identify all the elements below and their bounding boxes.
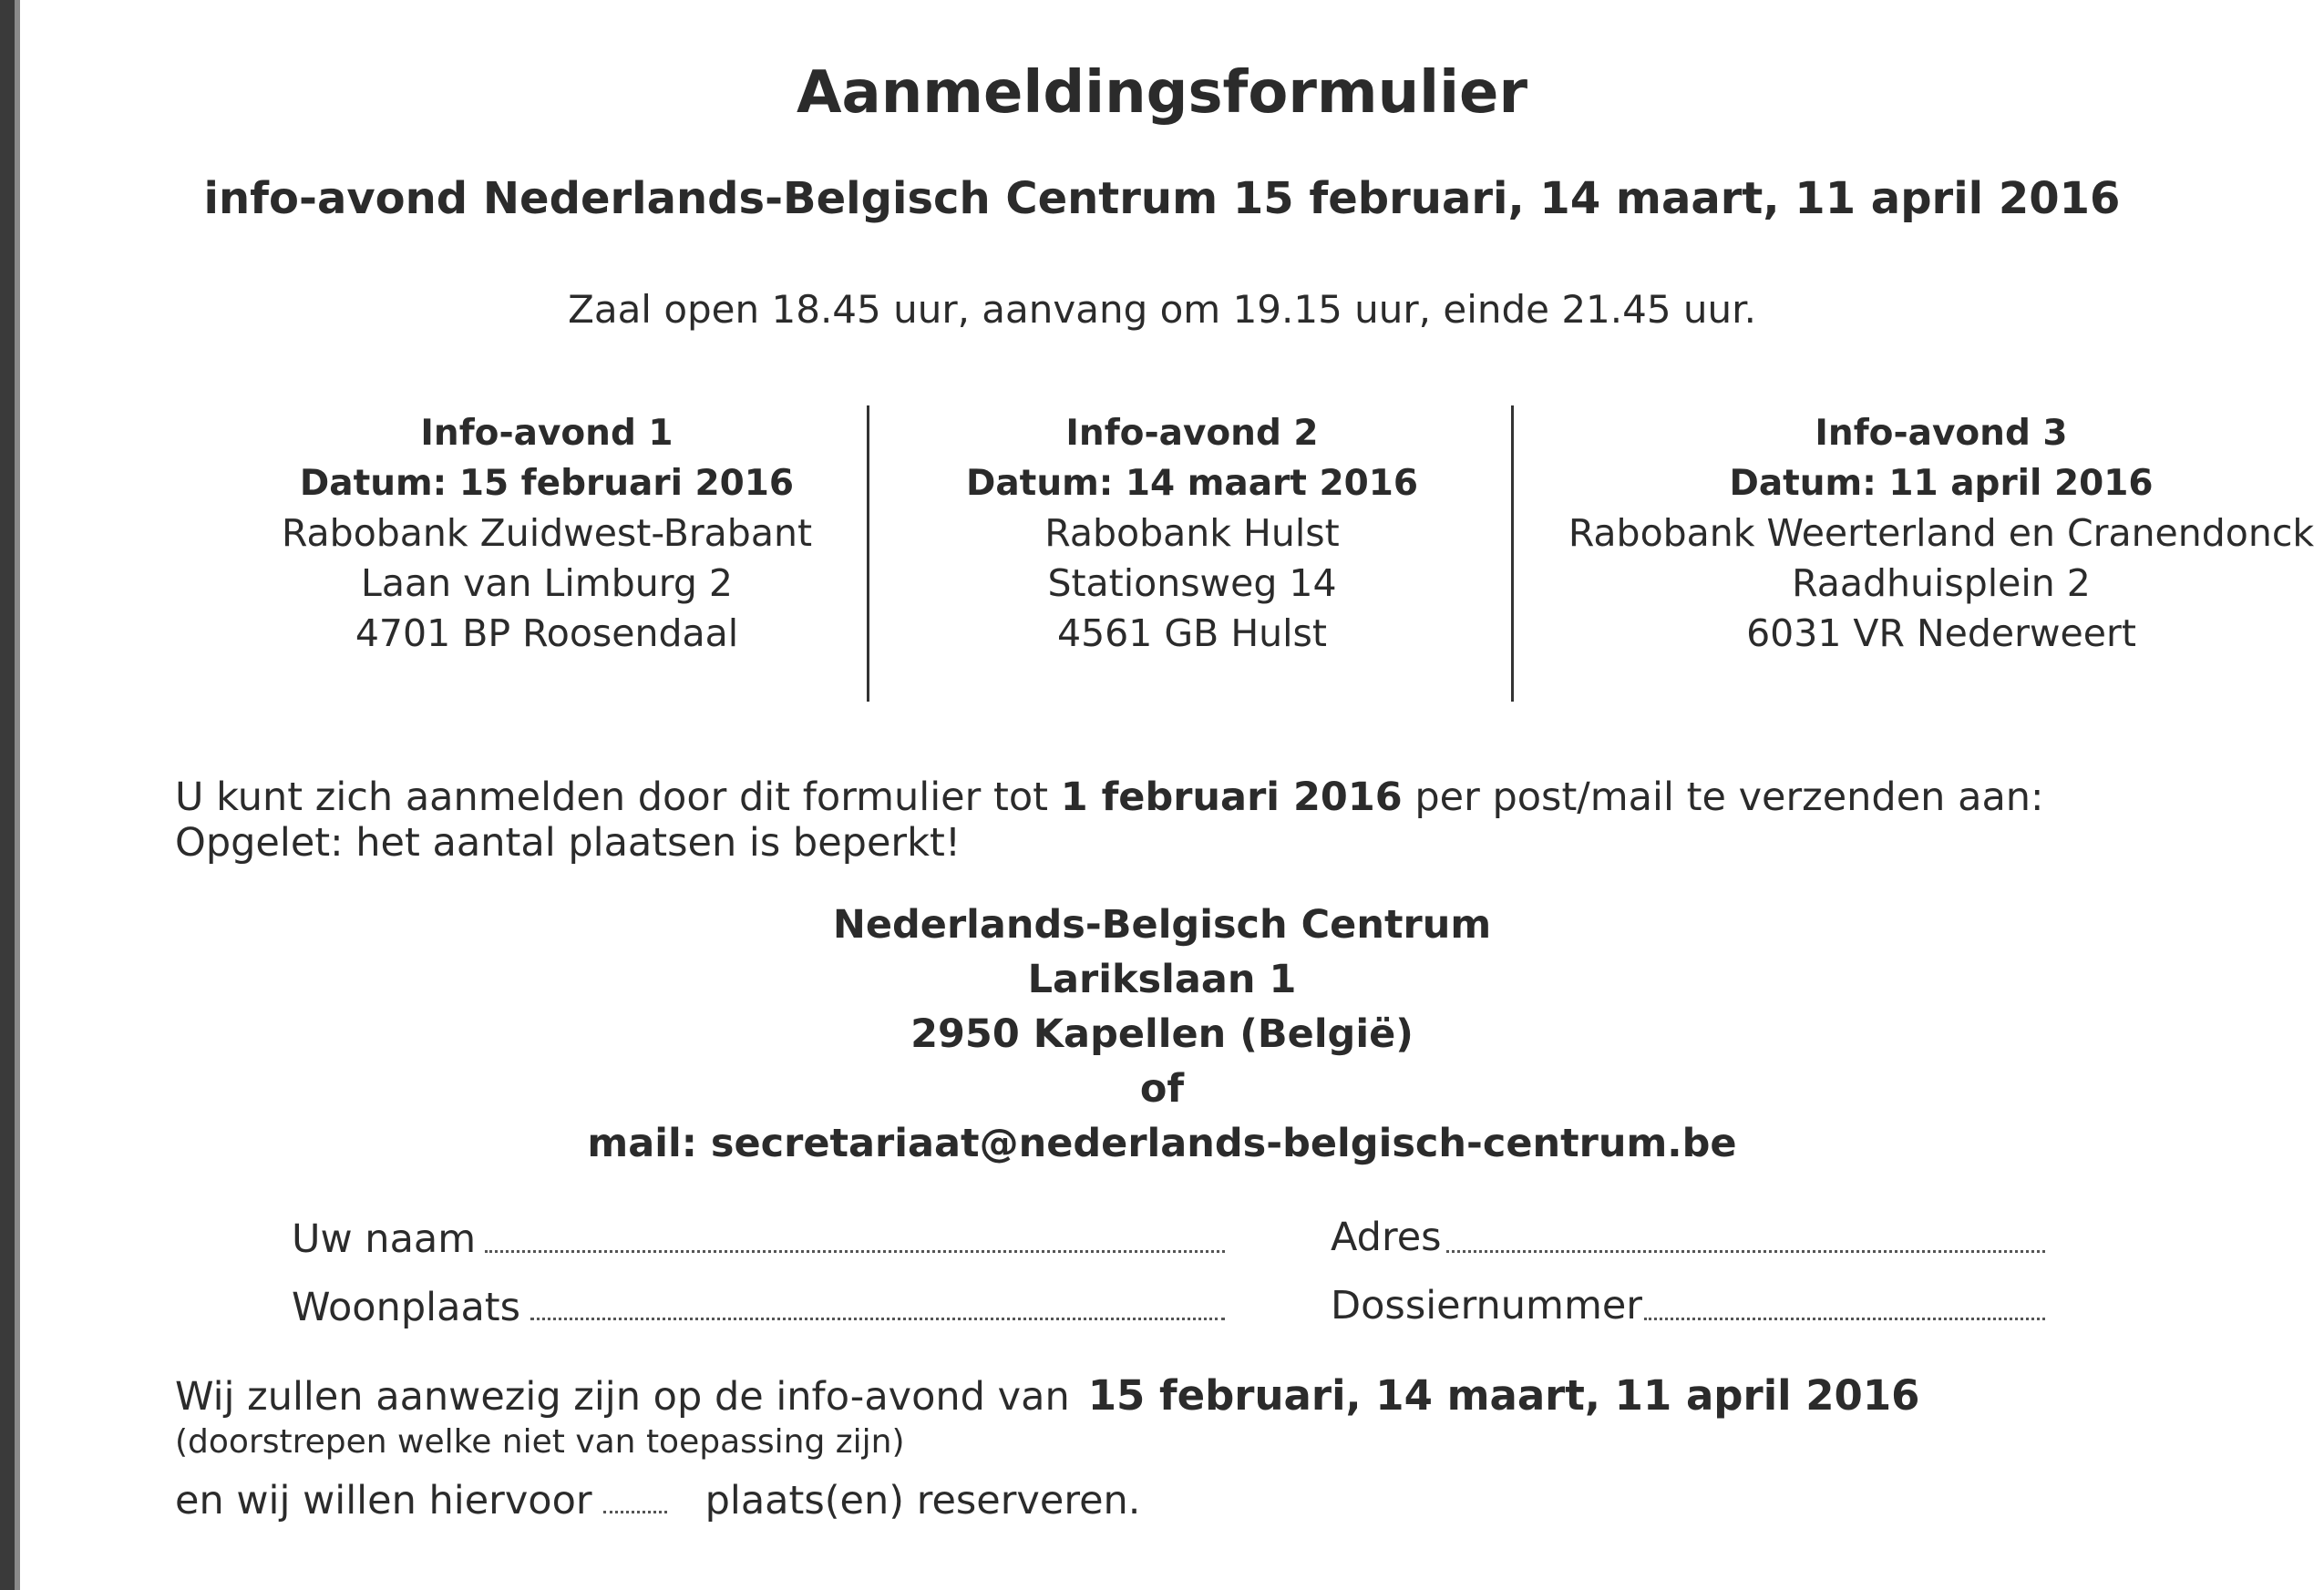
address-org: Nederlands-Belgisch Centrum — [832, 902, 1492, 948]
address-field-label: Adres — [1331, 1215, 1442, 1260]
residence-field[interactable] — [530, 1318, 1225, 1320]
name-field-label: Uw naam — [292, 1216, 477, 1262]
address-mail: mail: secretariaat@nederlands-belgisch-centrum.be — [587, 1121, 1737, 1166]
mailing-address — [0, 898, 2324, 1171]
address-city: 2950 Kapellen (België) — [910, 1011, 1414, 1057]
session-name: Info-avond 1 — [420, 413, 674, 454]
reservation-suffix: plaats(en) reserveren. — [704, 1478, 1141, 1523]
page-edge-shadow — [15, 0, 20, 1590]
session-city: 6031 VR Nederweert — [1746, 611, 2136, 655]
session-location: Rabobank Zuidwest-Brabant — [281, 511, 813, 555]
attendance-line — [175, 1371, 1919, 1420]
address-street: Larikslaan 1 — [1027, 957, 1297, 1002]
signup-before: U kunt zich aanmelden door dit formulier tot — [175, 774, 1061, 820]
session-date: Datum: 11 april 2016 — [1729, 463, 2154, 504]
address-field[interactable] — [1446, 1250, 2045, 1253]
opening-hours: Zaal open 18.45 uur, aanvang om 19.15 uur, einde 21.45 uur. — [568, 287, 1756, 332]
session-city: 4561 GB Hulst — [1057, 611, 1327, 655]
session-location: Rabobank Weerterland en Cranendonck — [1568, 511, 2315, 555]
attendance-text: Wij zullen aanwezig zijn op de info-avond van — [175, 1374, 1070, 1420]
strike-through-note: (doorstrepen welke niet van toepassing zijn) — [175, 1423, 905, 1461]
reservation-text: en wij willen hiervoor — [175, 1478, 592, 1523]
session-name: Info-avond 2 — [1065, 413, 1319, 454]
name-field[interactable] — [485, 1250, 1225, 1253]
session-location: Rabobank Hulst — [1044, 511, 1340, 555]
session-name: Info-avond 3 — [1815, 413, 2068, 454]
signup-note: Opgelet: het aantal plaatsen is beperkt! — [175, 820, 961, 866]
session-column-2 — [828, 408, 1557, 659]
seats-field[interactable] — [603, 1502, 667, 1513]
reservation-line — [175, 1478, 1140, 1523]
session-date: Datum: 15 februari 2016 — [299, 463, 795, 504]
page-edge-dark — [0, 0, 15, 1590]
file-number-field[interactable] — [1644, 1318, 2045, 1320]
signup-deadline: 1 februari 2016 — [1060, 774, 1403, 820]
residence-field-label: Woonplaats — [292, 1285, 521, 1330]
session-street: Stationsweg 14 — [1047, 561, 1337, 605]
column-divider — [1511, 405, 1514, 702]
session-street: Raadhuisplein 2 — [1792, 561, 2091, 605]
page-title: Aanmeldingsformulier — [797, 59, 1527, 127]
signup-line — [175, 774, 2044, 820]
address-or: of — [1139, 1066, 1185, 1112]
signup-after: per post/mail te verzenden aan: — [1402, 774, 2044, 820]
session-column-1 — [182, 408, 911, 659]
session-date: Datum: 14 maart 2016 — [965, 463, 1419, 504]
signup-instructions — [175, 774, 2044, 866]
session-street: Laan van Limburg 2 — [361, 561, 733, 605]
file-number-field-label: Dossiernummer — [1331, 1283, 1642, 1328]
subtitle: info-avond Nederlands-Belgisch Centrum 15 februari, 14 maart, 11 april 2016 — [203, 173, 2121, 224]
session-column-3 — [1531, 408, 2324, 659]
session-city: 4701 BP Roosendaal — [355, 611, 739, 655]
attendance-dates[interactable]: 15 februari, 14 maart, 11 april 2016 — [1087, 1371, 1920, 1420]
